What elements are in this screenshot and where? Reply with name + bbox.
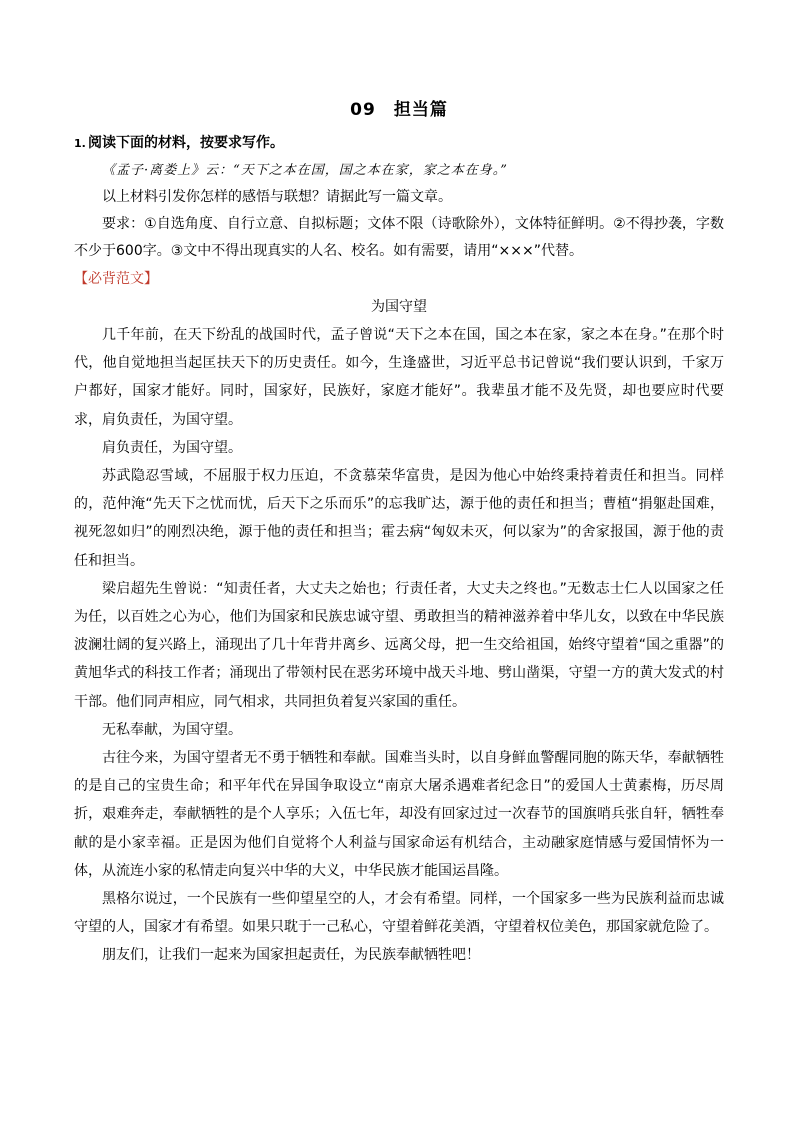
- writing-prompt: 以上材料引发你怎样的感悟与联想？请据此写一篇文章。: [102, 189, 452, 205]
- essay-paragraph: 黑格尔说过，一个民族有一些仰望星空的人，才会有希望。同样，一个国家多一些为民族利益而忠诚守望的人，国家才有希望。如果只耽于一己私心，守望着鲜花美酒，守望着权位美色，那国家就危险了。: [74, 891, 724, 936]
- question-text: 阅读下面的材料，按要求写作。: [88, 135, 284, 151]
- model-essay-tag: 【必背范文】: [74, 271, 158, 287]
- question-heading: [74, 130, 724, 157]
- writing-requirements: 要求：①自选角度、自行立意、自拟标题；文体不限（诗歌除外），文体特征鲜明。②不得抄袭，字数不少于600字。③文中不得出现真实的人名、校名。如有需要，请用“×××”代替。: [74, 216, 724, 259]
- question-number: 1.: [74, 137, 86, 150]
- document-title: 09 担当篇: [350, 100, 448, 120]
- essay-paragraph: 几千年前，在天下纷乱的战国时代，孟子曾说“天下之本在国，国之本在家，家之本在身。”在那个时代，他自觉地担当起匡扶天下的历史责任。如今，生逢盛世，习近平总书记曾说“我们要认识到，千家万户都好，国家才能好。同时，国家好，民族好，家庭才能好”。我辈虽才能不及先贤，却也要应时代要求，肩负责任，为国守望。: [74, 327, 724, 428]
- essay-paragraph: 朋友们，让我们一起来为国家担起责任，为民族奉献牺牲吧！: [102, 947, 480, 964]
- essay-paragraph: 肩负责任，为国守望。: [102, 439, 242, 456]
- essay-paragraph: 苏武隐忍雪域，不屈服于权力压迫，不贪慕荣华富贵，是因为他心中始终秉持着责任和担当。同样的，范仲淹“先天下之忧而忧，后天下之乐而乐”的忘我旷达，源于他的责任和担当；曹植“捐躯赴国难，视死忽如归”的刚烈决绝，源于他的责任和担当；霍去病“匈奴未灭，何以家为”的舍家报国，源于他的责任和担当。: [74, 468, 724, 569]
- material-quote: 《孟子·离娄上》云：“天下之本在国，国之本在家，家之本在身。”: [102, 163, 508, 178]
- document-page: [74, 96, 724, 970]
- essay-paragraph: 古往今来，为国守望者无不勇于牺牲和奉献。国难当头时，以自身鲜血警醒同胞的陈天华，奉献牺牲的是自己的宝贵生命；和平年代在异国争取设立“南京大屠杀遇难者纪念日”的爱国人士黄素梅，历尽周折，艰难奔走，奉献牺牲的是个人享乐；入伍七年，却没有回家过过一次春节的国旗哨兵张自轩，牺牲奉献的是小家幸福。正是因为他们自觉将个人利益与国家命运有机结合，主动融家庭情感与爱国情怀为一体，从流连小家的私情走向复兴中华的大义，中华民族才能国运昌隆。: [74, 750, 724, 879]
- essay-paragraph: 无私奉献，为国守望。: [102, 721, 242, 738]
- essay-paragraph: 梁启超先生曾说：“知责任者，大丈夫之始也；行责任者，大丈夫之终也。”无数志士仁人以国家之任为任，以百姓之心为心，他们为国家和民族忠诚守望、勇敢担当的精神滋养着中华儿女，以致在中华民族波澜壮阔的复兴路上，涌现出了几十年背井离乡、远离父母，把一生交给祖国，始终守望着“国之重器”的黄旭华式的科技工作者；涌现出了带领村民在恶劣环境中战天斗地、劈山凿渠，守望一方的黄大发式的村干部。他们同声相应，同气相求，共同担负着复兴家国的重任。: [74, 580, 724, 710]
- essay-title: 为国守望: [371, 299, 427, 315]
